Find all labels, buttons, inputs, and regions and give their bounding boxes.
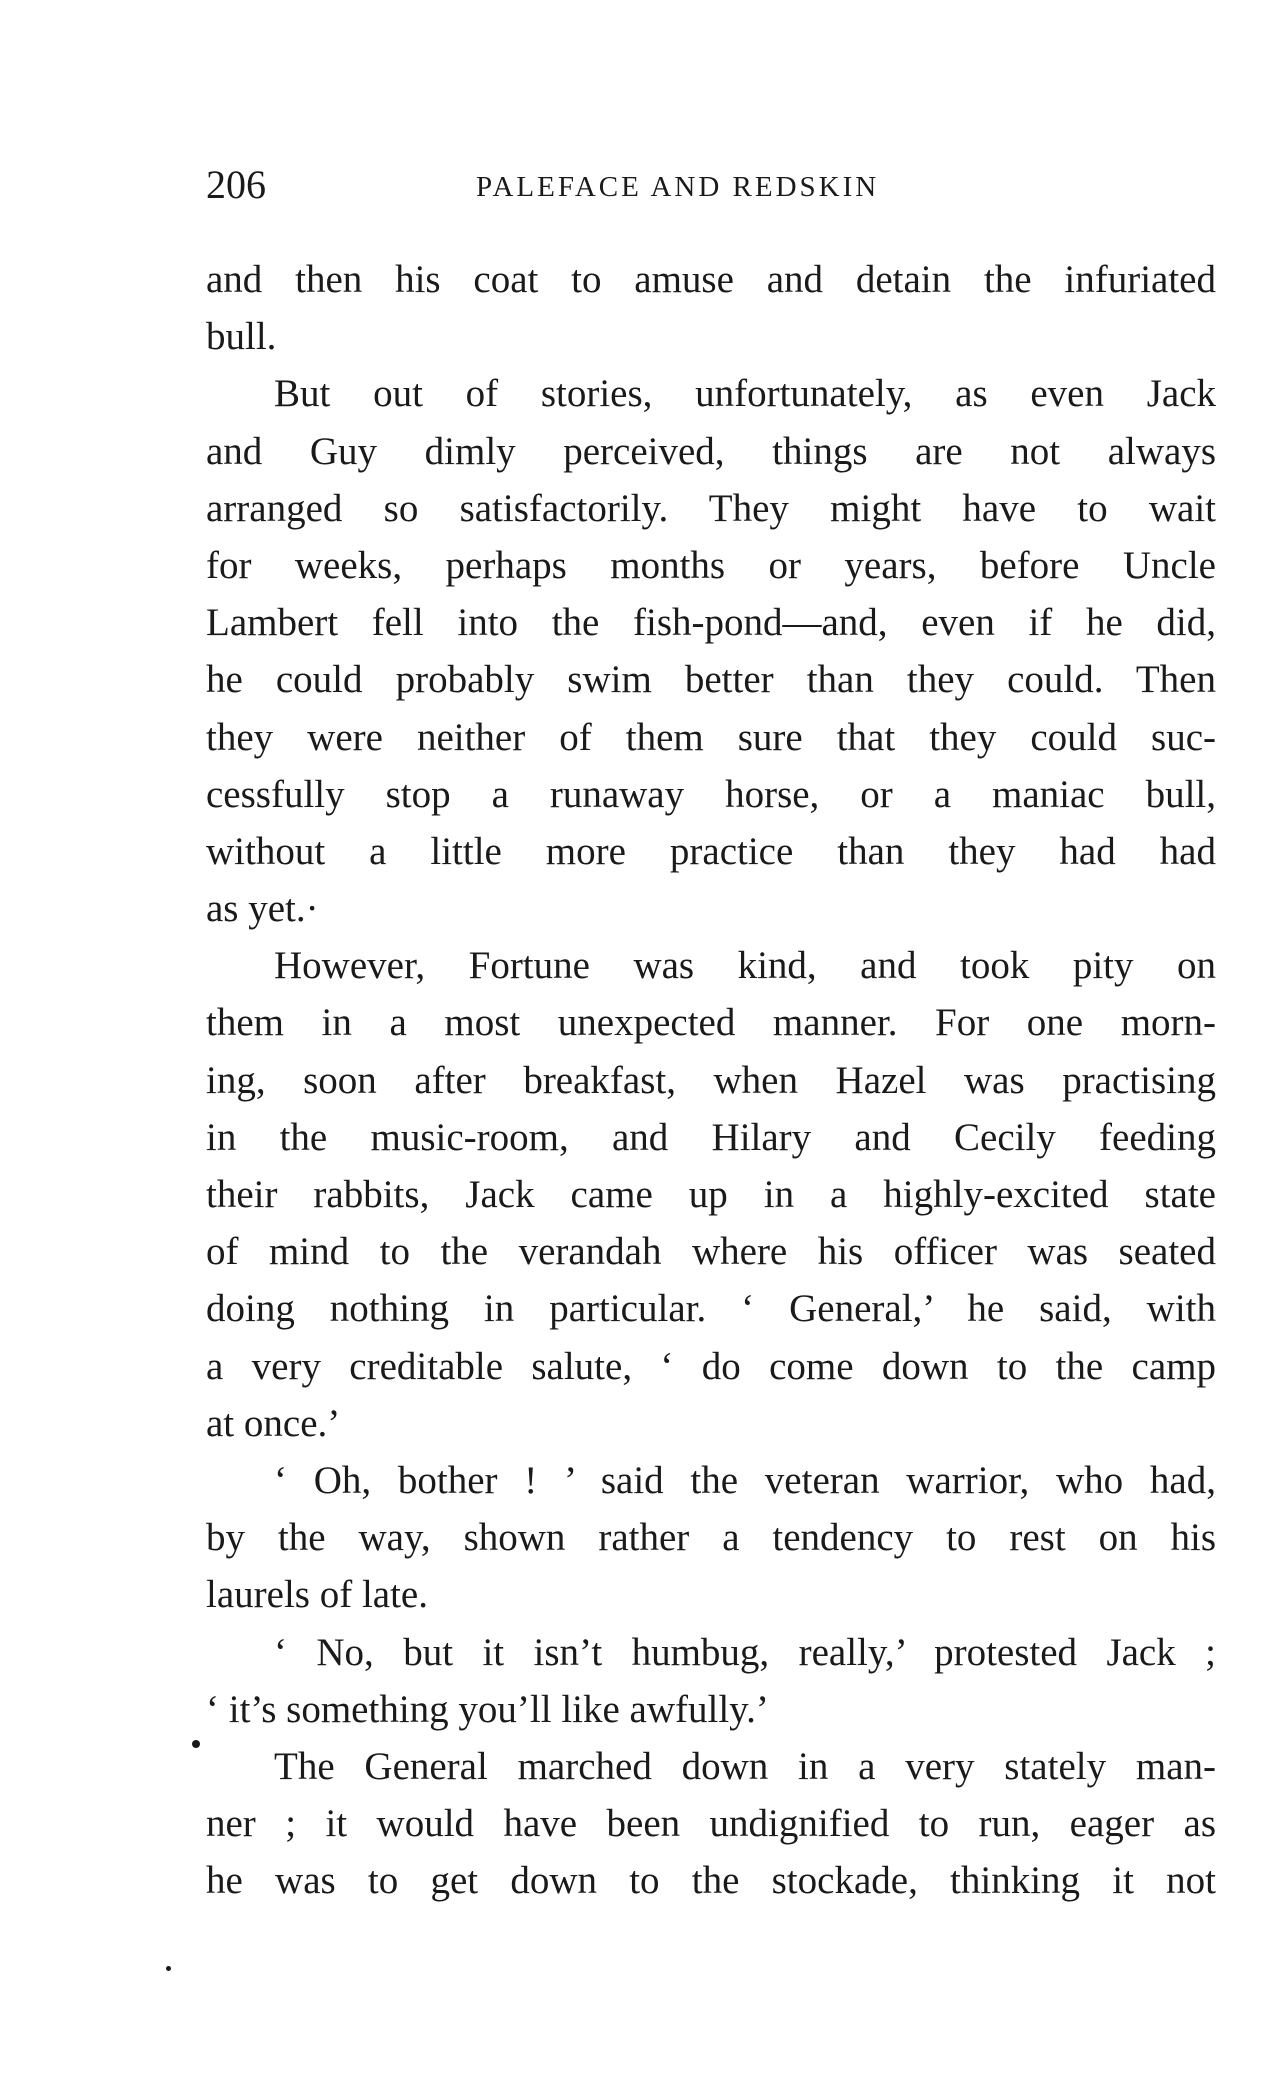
text-line: and Guy dimly perceived, things are not always bbox=[206, 429, 1216, 473]
text-line: ing, soon after breakfast, when Hazel was practising bbox=[206, 1058, 1216, 1102]
text-line: by the way, shown rather a tendency to rest on his bbox=[206, 1516, 1216, 1560]
text-line: But out of stories, unfortunately, as even Jack bbox=[274, 372, 1216, 416]
print-speck-mark bbox=[166, 1966, 171, 1971]
body-text bbox=[206, 251, 1216, 1909]
text-line: a very creditable salute, ‘ do come down to the camp bbox=[206, 1344, 1216, 1388]
text-line: Lambert fell into the fish-pond—and, even if he did, bbox=[206, 601, 1216, 645]
page-header bbox=[206, 160, 1216, 210]
text-line: However, Fortune was kind, and took pity on bbox=[274, 944, 1216, 988]
running-head: PALEFACE AND REDSKIN bbox=[476, 171, 880, 203]
text-line: and then his coat to amuse and detain the infuriated bbox=[206, 258, 1216, 301]
text-line: cessfully stop a runaway horse, or a maniac bull, bbox=[206, 772, 1216, 816]
text-line: for weeks, perhaps months or years, before Uncle bbox=[206, 543, 1216, 587]
text-line: laurels of late. bbox=[206, 1573, 428, 1617]
text-line: without a little more practice than they had had bbox=[206, 829, 1216, 873]
text-line: The General marched down in a very stately man- bbox=[274, 1744, 1216, 1788]
text-line: bull. bbox=[206, 315, 277, 359]
print-speck-mark bbox=[192, 1740, 200, 1748]
text-line: ‘ it’s something you’ll like awfully.’ bbox=[206, 1687, 769, 1731]
text-line: they were neither of them sure that they could suc- bbox=[206, 715, 1216, 759]
text-line: in the music-room, and Hilary and Cecily feeding bbox=[206, 1115, 1216, 1159]
text-line: he was to get down to the stockade, thinking it not bbox=[206, 1859, 1216, 1903]
text-line: as yet.· bbox=[206, 887, 319, 931]
text-line: doing nothing in particular. ‘ General,’ he said, with bbox=[206, 1287, 1216, 1331]
text-line: ‘ Oh, bother ! ’ said the veteran warrior, who had, bbox=[274, 1458, 1216, 1502]
text-line: them in a most unexpected manner. For one morn- bbox=[206, 1001, 1216, 1045]
text-line: ner ; it would have been undignified to run, eager as bbox=[206, 1802, 1216, 1846]
text-line: arranged so satisfactorily. They might have to wait bbox=[206, 486, 1216, 530]
page-number: 206 bbox=[206, 162, 266, 207]
text-line: their rabbits, Jack came up in a highly-excited state bbox=[206, 1173, 1216, 1216]
text-line: he could probably swim better than they could. Then bbox=[206, 658, 1216, 702]
text-line: of mind to the verandah where his officer was seated bbox=[206, 1230, 1216, 1274]
text-line: at once.’ bbox=[206, 1401, 341, 1445]
text-line: ‘ No, but it isn’t humbug, really,’ protested Jack ; bbox=[274, 1630, 1216, 1674]
